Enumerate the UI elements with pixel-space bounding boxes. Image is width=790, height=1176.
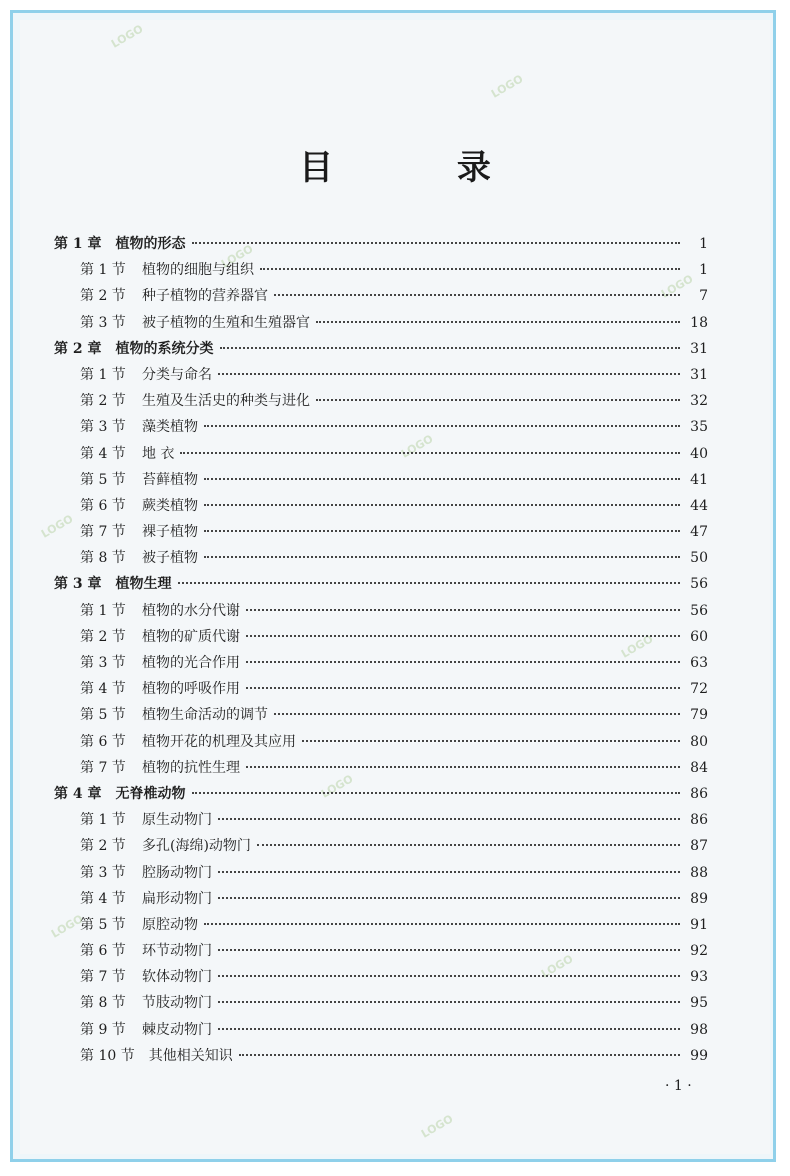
toc-page-number: 63 [690,655,708,671]
toc-section-entry[interactable] [54,600,708,626]
toc-entry-title: 被子植物的生殖和生殖器官 [142,314,310,331]
toc-section-entry[interactable] [54,914,708,940]
toc-leader-dots [220,347,681,349]
toc-leader-dots [302,740,680,742]
toc-section-entry[interactable] [54,1045,708,1071]
toc-section-entry[interactable] [54,940,708,966]
toc-page-number: 56 [690,602,708,619]
toc-page-number: 91 [690,916,708,933]
toc-section-entry[interactable] [54,259,708,285]
toc-entry-title: 植物生命活动的调节 [142,707,268,724]
toc-leader-dots [204,425,680,427]
toc-leader-dots [218,1028,680,1030]
toc-entry-title: 地 衣 [142,445,175,462]
toc-entry-title: 植物的抗性生理 [142,759,240,776]
toc-entry-title: 植物的水分代谢 [142,602,240,619]
toc-section-entry[interactable] [54,521,708,547]
toc-section-entry[interactable] [54,443,708,469]
toc-entry-label: 第 8 节 [80,550,126,567]
toc-entry-title: 生殖及生活史的种类与进化 [142,393,310,410]
toc-entry-title: 被子植物 [142,550,198,567]
toc-entry-label: 第 2 节 [80,628,126,645]
toc-section-entry[interactable] [54,888,708,914]
toc-entry-title: 植物的细胞与组织 [142,262,254,279]
toc-entry-label: 第 4 节 [80,890,126,907]
toc-leader-dots [178,582,681,584]
toc-entry-title: 软体动物门 [142,969,212,986]
toc-entry-label: 第 4 节 [80,681,126,698]
toc-entry-title: 植物的光合作用 [142,655,240,671]
toc-entry-label: 第 6 节 [80,943,126,960]
toc-entry-label: 第 3 节 [80,655,126,671]
toc-leader-dots [246,609,680,611]
toc-section-entry[interactable] [54,312,708,338]
toc-page-number: 56 [690,576,708,593]
toc-entry-title: 棘皮动物门 [142,1021,212,1038]
watermark-logo: LOGO [659,272,696,301]
toc-section-entry[interactable] [54,469,708,495]
toc-section-entry[interactable] [54,678,708,704]
watermark-logo: LOGO [109,22,146,51]
toc-page-number: 41 [690,471,708,488]
toc-page-number: 47 [690,524,708,541]
toc-page-number: 72 [690,681,708,698]
toc-leader-dots [260,268,680,270]
toc-page-number: 32 [690,393,708,410]
toc-leader-dots [246,687,680,689]
toc-page-number: 7 [699,288,708,305]
toc-entry-label: 第 6 节 [80,733,126,750]
toc-entry-title: 原生动物门 [142,812,212,829]
toc-section-entry[interactable] [54,862,708,888]
toc-page-number: 60 [690,628,708,645]
toc-entry-title: 分类与命名 [142,366,212,383]
toc-page-number: 18 [690,314,708,331]
toc-entry-title: 植物生理 [115,576,172,593]
watermark-logo: LOGO [49,912,86,941]
toc-leader-dots [246,661,680,663]
toc-leader-dots [204,923,680,925]
toc-leader-dots [204,556,680,558]
watermark-logo: LOGO [219,242,256,271]
toc-chapter-entry[interactable] [54,573,708,599]
toc-page-number: 95 [690,995,708,1012]
toc-section-entry[interactable] [54,966,708,992]
watermark-logo: LOGO [319,772,356,801]
toc-page-number: 99 [690,1047,708,1064]
toc-page-number: 1 [699,262,708,279]
toc-entry-label: 第 1 节 [80,262,126,279]
toc-page-number: 50 [690,550,708,567]
toc-entry-label: 第 7 节 [80,524,126,541]
watermark-logo: LOGO [39,512,76,541]
toc-leader-dots [218,975,680,977]
toc-leader-dots [316,321,680,323]
toc-leader-dots [274,294,680,296]
toc-entry-label: 第 5 节 [80,707,126,724]
toc-section-entry[interactable] [54,992,708,1018]
toc-entry-label: 第 8 节 [80,995,126,1012]
toc-leader-dots [274,713,680,715]
toc-entry-label: 第 1 节 [80,366,126,383]
toc-leader-dots [239,1054,680,1056]
toc-entry-label: 第 2 章 [54,340,102,357]
page-folio: · 1 · [665,1078,692,1094]
toc-page-number: 79 [690,707,708,724]
toc-entry-title: 节肢动物门 [142,995,212,1012]
toc-entry-title: 植物的形态 [115,236,186,252]
toc-entry-label: 第 7 节 [80,759,126,776]
toc-entry-title: 原腔动物 [142,916,198,933]
toc-leader-dots [218,897,680,899]
toc-section-entry[interactable] [54,652,708,678]
toc-leader-dots [218,373,680,375]
toc-entry-title: 种子植物的营养器官 [142,288,268,305]
toc-entry-title: 裸子植物 [142,524,198,541]
toc-page-number: 80 [690,733,708,750]
toc-chapter-entry[interactable] [54,783,708,809]
toc-entry-label: 第 6 节 [80,497,126,514]
toc-page-number: 84 [690,759,708,776]
toc-section-entry[interactable] [54,626,708,652]
toc-entry-label: 第 2 节 [80,838,126,855]
toc-entry-title: 多孔(海绵)动物门 [142,838,251,855]
toc-page-number: 88 [690,864,708,881]
toc-page-number: 92 [690,943,708,960]
toc-leader-dots [257,844,680,846]
toc-leader-dots [180,452,680,454]
toc-section-entry[interactable] [54,835,708,861]
toc-section-entry[interactable] [54,731,708,757]
toc-entry-label: 第 3 节 [80,864,126,881]
toc-page-number: 98 [690,1021,708,1038]
toc-entry-label: 第 5 节 [80,471,126,488]
watermark-logo: LOGO [399,432,436,461]
toc-entry-title: 植物的呼吸作用 [142,681,240,698]
table-of-contents [54,233,708,1071]
watermark-logo: LOGO [619,632,656,661]
toc-section-entry[interactable] [54,1019,708,1045]
toc-entry-title: 蕨类植物 [142,497,198,514]
toc-leader-dots [316,399,680,401]
toc-page-number: 31 [690,366,708,383]
toc-leader-dots [192,242,681,244]
toc-entry-title: 苔藓植物 [142,471,198,488]
toc-entry-label: 第 3 章 [54,576,102,593]
toc-page-number: 44 [690,497,708,514]
toc-page-number: 86 [690,812,708,829]
toc-entry-title: 藻类植物 [142,419,198,436]
toc-leader-dots [218,818,680,820]
toc-entry-label: 第 4 节 [80,445,126,462]
toc-section-entry[interactable] [54,416,708,442]
toc-page-number: 31 [690,340,708,357]
toc-section-entry[interactable] [54,495,708,521]
toc-entry-label: 第 7 节 [80,969,126,986]
toc-page-number: 86 [690,785,708,802]
toc-section-entry[interactable] [54,285,708,311]
toc-entry-title: 植物开花的机理及其应用 [142,733,296,750]
toc-section-entry[interactable] [54,364,708,390]
toc-entry-label: 第 3 节 [80,419,126,436]
toc-entry-label: 第 3 节 [80,314,126,331]
toc-entry-title: 植物的系统分类 [115,340,214,357]
toc-entry-title: 扁形动物门 [142,890,212,907]
toc-page-number: 40 [690,445,708,462]
toc-entry-label: 第 9 节 [80,1021,126,1038]
toc-entry-label: 第 10 节 [80,1047,135,1064]
toc-entry-label: 第 5 节 [80,916,126,933]
toc-leader-dots [204,530,680,532]
toc-page-number: 89 [690,890,708,907]
toc-leader-dots [204,504,680,506]
toc-section-entry[interactable] [54,757,708,783]
toc-leader-dots [192,792,681,794]
toc-entry-label: 第 1 章 [54,236,102,252]
toc-page-number: 93 [690,969,708,986]
toc-entry-title: 腔肠动物门 [142,864,212,881]
toc-section-entry[interactable] [54,704,708,730]
toc-entry-title: 其他相关知识 [148,1047,233,1064]
toc-chapter-entry[interactable] [54,233,708,259]
toc-page-number: 87 [690,838,708,855]
watermark-logo: LOGO [539,952,576,981]
toc-leader-dots [246,766,680,768]
watermark-logo: LOGO [489,72,526,101]
toc-leader-dots [218,871,680,873]
toc-leader-dots [218,949,680,951]
toc-entry-title: 环节动物门 [142,943,212,960]
toc-entry-title: 无脊椎动物 [115,785,186,802]
toc-entry-label: 第 4 章 [54,785,102,802]
toc-leader-dots [218,1001,680,1003]
toc-page-number: 1 [699,236,708,252]
toc-leader-dots [246,635,680,637]
toc-section-entry[interactable] [54,390,708,416]
toc-section-entry[interactable] [54,809,708,835]
toc-leader-dots [204,478,680,480]
toc-entry-label: 第 1 节 [80,602,126,619]
toc-entry-label: 第 2 节 [80,288,126,305]
toc-section-entry[interactable] [54,547,708,573]
page-title: 目 录 [299,148,547,188]
watermark-logo: LOGO [419,1112,456,1141]
toc-entry-label: 第 2 节 [80,393,126,410]
toc-page-number: 35 [690,419,708,436]
toc-entry-label: 第 1 节 [80,812,126,829]
toc-entry-title: 植物的矿质代谢 [142,628,240,645]
toc-chapter-entry[interactable] [54,338,708,364]
